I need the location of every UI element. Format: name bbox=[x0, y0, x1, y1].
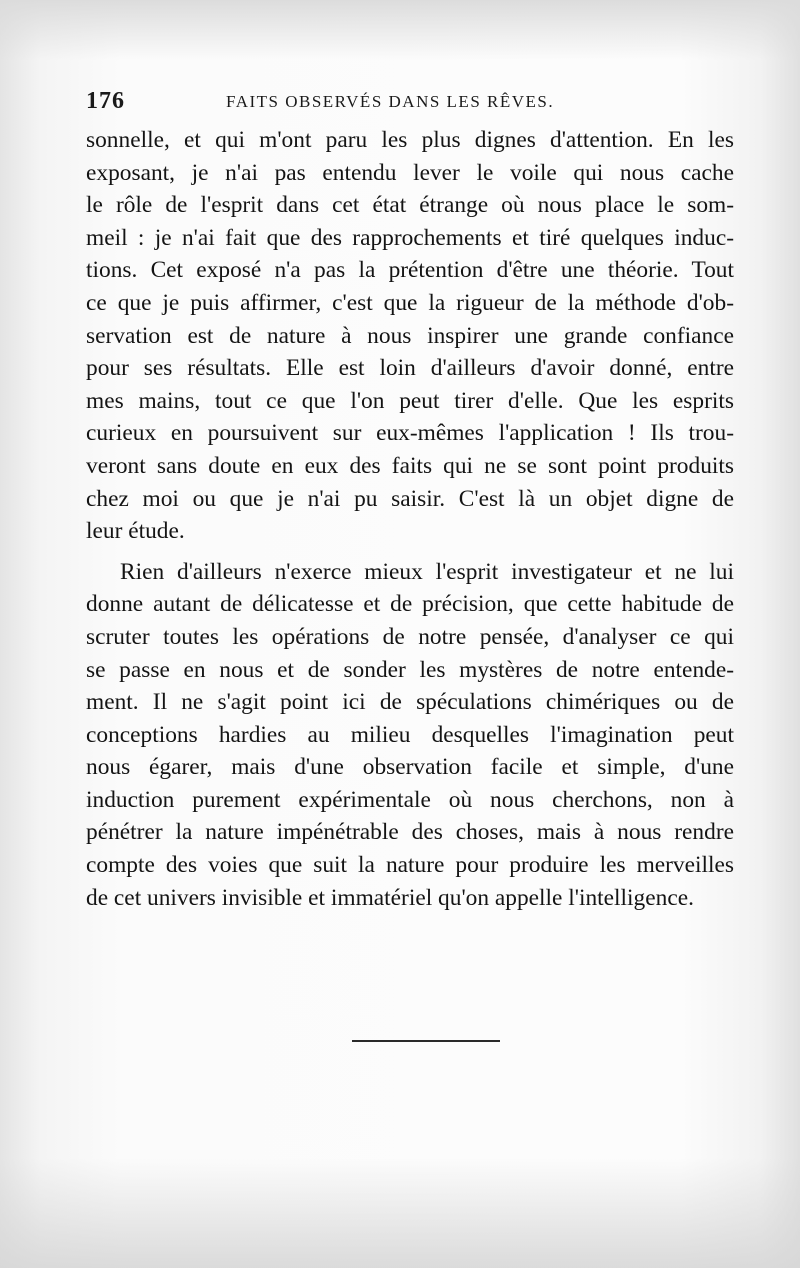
text-line: le rôle de l'esprit dans cet état étrange où nous place le som- bbox=[86, 192, 734, 219]
text-line: induction purement expérimentale où nous cherchons, non à bbox=[86, 786, 734, 813]
section-end-rule bbox=[352, 1040, 500, 1042]
text-line: servation est de nature à nous inspirer une grande confiance bbox=[86, 322, 734, 349]
page-number: 176 bbox=[86, 88, 125, 114]
paragraph-gap bbox=[86, 548, 734, 556]
text-line: ment. Il ne s'agit point ici de spéculations chimériques ou de bbox=[86, 689, 734, 716]
text-line: leur étude. bbox=[86, 518, 185, 545]
text-line: se passe en nous et de sonder les mystères de notre entende- bbox=[86, 656, 734, 683]
text-line: sonnelle, et qui m'ont paru les plus dignes d'attention. En les bbox=[86, 127, 734, 153]
text-line: tions. Cet exposé n'a pas la prétention d'être une théorie. Tout bbox=[86, 257, 734, 284]
page-top-shadow bbox=[0, 0, 800, 60]
text-line: conceptions hardies au milieu desquelles l'imagination peut bbox=[86, 721, 734, 748]
text-line: curieux en poursuivent sur eux-mêmes l'application ! Ils trou- bbox=[86, 420, 734, 447]
text-line: compte des voies que suit la nature pour produire les merveilles bbox=[86, 852, 734, 879]
text-line: scruter toutes les opérations de notre pensée, d'analyser ce qui bbox=[86, 623, 734, 650]
running-title: FAITS OBSERVÉS DANS LES RÊVES. bbox=[226, 92, 555, 111]
text-line: mes mains, tout ce que l'on peut tirer d'elle. Que les esprits bbox=[86, 387, 734, 414]
text-line: pour ses résultats. Elle est loin d'ailleurs d'avoir donné, entre bbox=[86, 355, 734, 382]
text-line: donne autant de délicatesse et de précision, que cette habitude de bbox=[86, 591, 734, 618]
text-line: exposant, je n'ai pas entendu lever le voile qui nous cache bbox=[86, 159, 734, 186]
text-line: chez moi ou que je n'ai pu saisir. C'est là un objet digne de bbox=[86, 485, 734, 512]
text-line: meil : je n'ai fait que des rapprochements et tiré quelques induc- bbox=[86, 224, 734, 251]
text-line: nous égarer, mais d'une observation facile et simple, d'une bbox=[86, 754, 734, 781]
text-line: ce que je puis affirmer, c'est que la rigueur de la méthode d'ob- bbox=[86, 289, 734, 316]
body-text bbox=[86, 124, 734, 914]
text-line: Rien d'ailleurs n'exerce mieux l'esprit investigateur et ne lui bbox=[120, 558, 734, 585]
text-line: veront sans doute en eux des faits qui ne se sont point produits bbox=[86, 452, 734, 479]
page-header bbox=[86, 88, 732, 118]
text-line: pénétrer la nature impénétrable des choses, mais à nous rendre bbox=[86, 819, 734, 846]
page-bottom-shadow bbox=[0, 1158, 800, 1268]
text-line: de cet univers invisible et immatériel qu'on appelle l'intelligence. bbox=[86, 884, 694, 911]
